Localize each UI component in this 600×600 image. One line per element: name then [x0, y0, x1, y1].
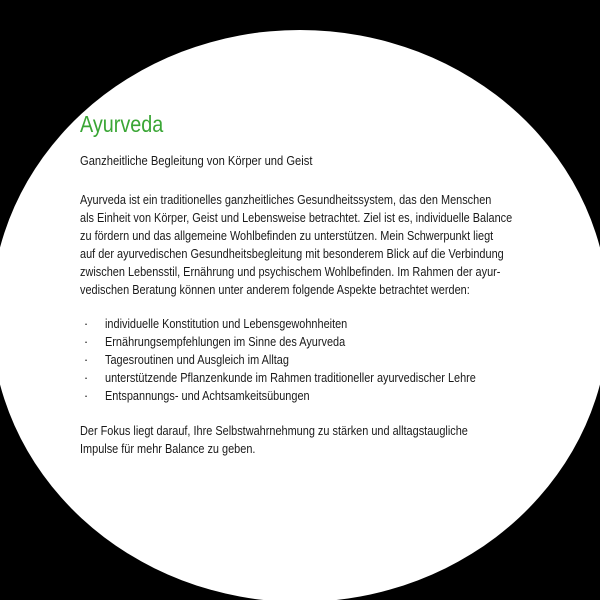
- bullet-icon: ·: [83, 334, 89, 349]
- list-item: [80, 315, 550, 333]
- bullet-icon: ·: [83, 352, 89, 367]
- list-item-text: Entspannungs- und Achtsamkeitsübungen: [105, 388, 310, 403]
- bullet-icon: ·: [83, 316, 89, 331]
- intro-line: zu fördern und das allgemeine Wohlbefinden zu unterstützen. Mein Schwerpunkt liegt: [80, 228, 494, 243]
- list-item-text: individuelle Konstitution und Lebensgewohnheiten: [105, 316, 348, 331]
- text-content: [80, 110, 550, 458]
- list-item: [80, 369, 550, 387]
- bullet-icon: ·: [83, 370, 89, 385]
- bullet-icon: ·: [83, 388, 89, 403]
- intro-line: auf der ayurvedischen Gesundheitsbegleitung mit besonderem Blick auf die Verbindung: [80, 246, 504, 261]
- list-item: [80, 333, 550, 351]
- list-item-text: Ernährungsempfehlungen im Sinne des Ayurveda: [105, 334, 346, 349]
- list-item: [80, 387, 550, 405]
- list-item-text: Tagesroutinen und Ausgleich im Alltag: [105, 352, 289, 367]
- page-title: Ayurveda: [80, 111, 164, 137]
- intro-line: zwischen Lebensstil, Ernährung und psychischem Wohlbefinden. Im Rahmen der ayur-: [80, 264, 501, 279]
- intro-line: als Einheit von Körper, Geist und Lebensweise betrachtet. Ziel ist es, individuelle Balance: [80, 210, 513, 225]
- aspects-list: [80, 315, 550, 405]
- intro-paragraph: [80, 191, 550, 299]
- intro-line: vedischen Beratung können unter anderem folgende Aspekte betrachtet werden:: [80, 282, 470, 297]
- closing-line: Impulse für mehr Balance zu geben.: [80, 441, 256, 456]
- list-item-text: unterstützende Pflanzenkunde im Rahmen traditioneller ayurvedischer Lehre: [105, 370, 476, 385]
- list-item: [80, 351, 550, 369]
- closing-line: Der Fokus liegt darauf, Ihre Selbstwahrnehmung zu stärken und alltagstaugliche: [80, 423, 468, 438]
- closing-paragraph: [80, 422, 550, 458]
- page-subtitle: Ganzheitliche Begleitung von Körper und Geist: [80, 153, 313, 168]
- intro-line: Ayurveda ist ein traditionelles ganzheitliches Gesundheitssystem, das den Menschen: [80, 192, 492, 207]
